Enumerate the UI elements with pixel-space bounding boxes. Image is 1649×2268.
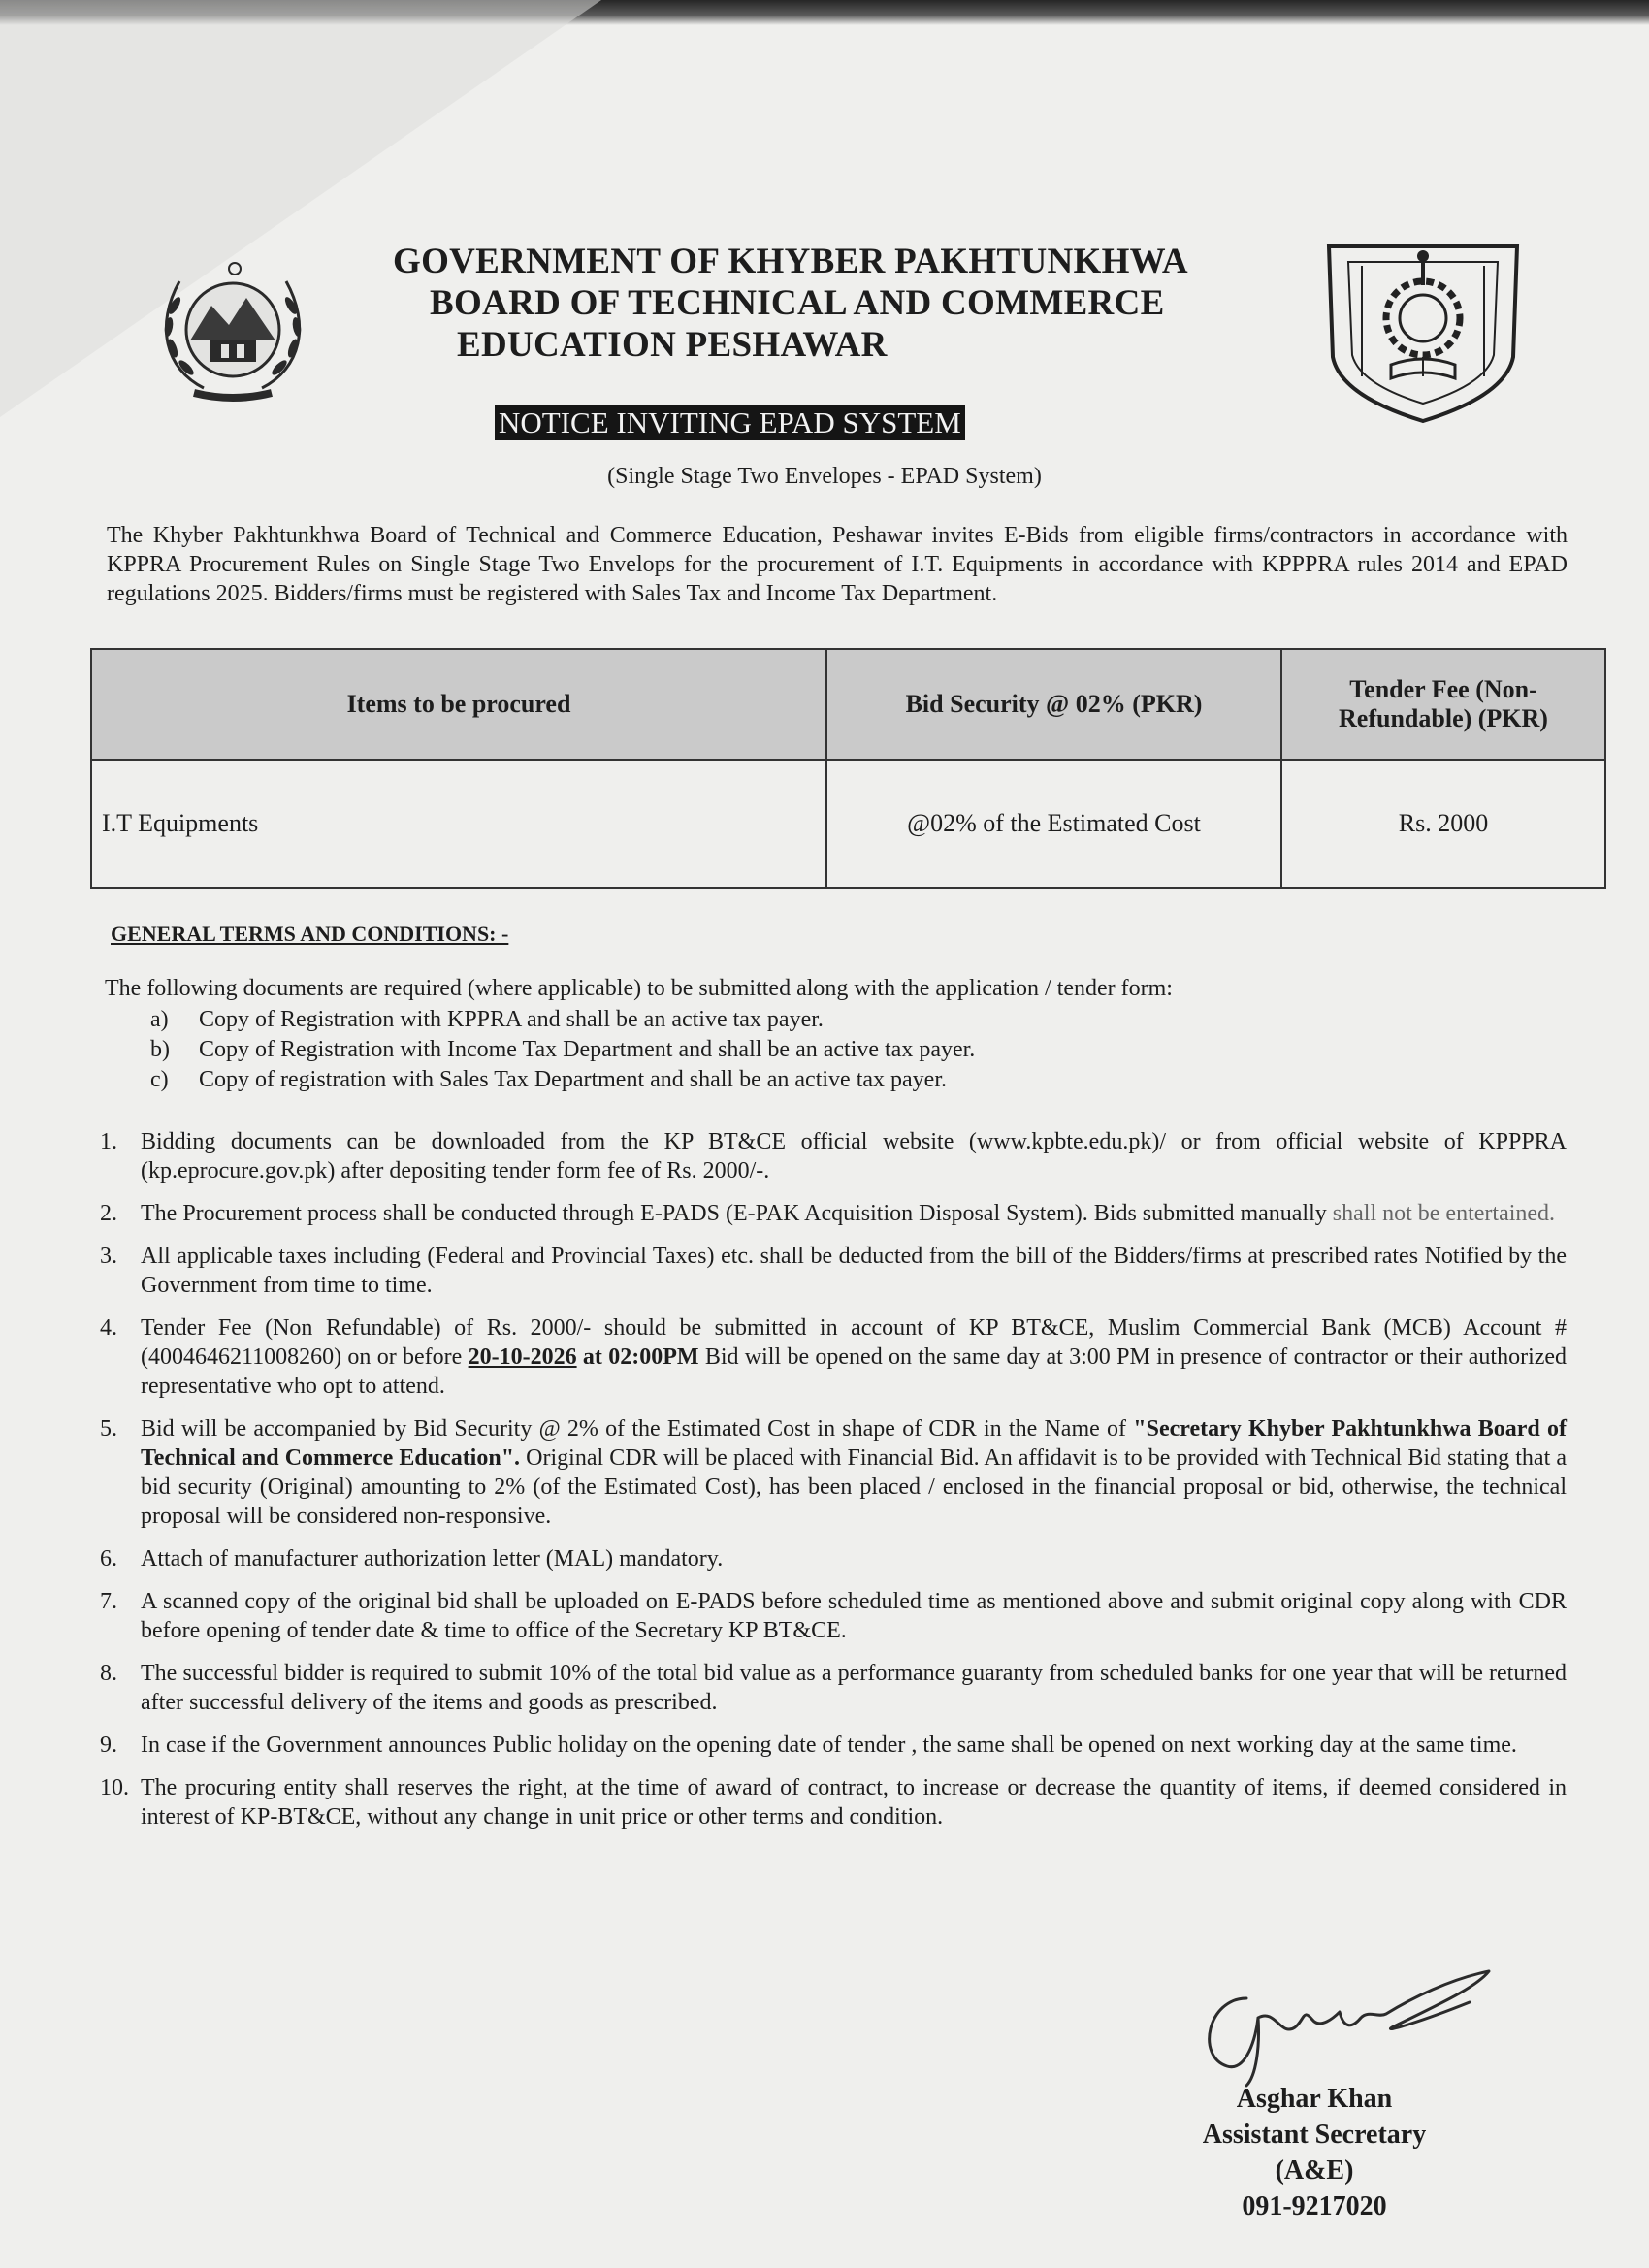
term-item-1	[100, 1127, 1567, 1185]
cell-tender-fee: Rs. 2000	[1281, 760, 1605, 888]
table-row	[91, 760, 1605, 888]
term-item-2	[100, 1199, 1567, 1228]
list-item-text: Copy of Registration with Income Tax Department and shall be an active tax payer.	[199, 1037, 976, 1062]
term-text: Tender Fee (Non Refundable) of Rs. 2000/- should be submitted in account of KP BT&CE, Muslim Commercial Bank (MCB) Account #(4004646211008260) on or before	[141, 1315, 1567, 1370]
term-item-7	[100, 1587, 1567, 1645]
term-item-8	[100, 1659, 1567, 1717]
header-line-government: GOVERNMENT OF KHYBER PAKHTUNKHWA	[393, 242, 1188, 281]
term-text: In case if the Government announces Public holiday on the opening date of tender , the same shall be opened on next working day at the same time.	[141, 1733, 1517, 1758]
term-number: 2.	[100, 1201, 117, 1226]
list-item	[150, 1065, 975, 1095]
signatory-block	[1164, 2081, 1465, 2224]
list-marker: b)	[150, 1037, 170, 1062]
signatory-section: (A&E)	[1275, 2155, 1354, 2186]
terms-list	[100, 1127, 1567, 1845]
opening-date: 20-10-2026	[468, 1345, 577, 1370]
list-marker: c)	[150, 1067, 169, 1092]
opening-time: at 02:00PM	[582, 1345, 699, 1370]
term-text: Bid will be opened on the same day at 3:00 PM in presence of contractor or their authorized representative who opt to attend.	[141, 1345, 1568, 1399]
term-text: The successful bidder is required to submit 10% of the total bid value as a performance guaranty from scheduled banks for one year that will be returned after successful delivery of the items and goods as prescribed.	[141, 1661, 1567, 1715]
term-text: The procuring entity shall reserves the right, at the time of award of contract, to increase or decrease the quantity of items, if deemed considered in interest of KP-BT&CE, without any change in unit price or other terms and condition.	[141, 1775, 1567, 1830]
board-crest-icon	[1321, 241, 1525, 425]
signatory-name: Asghar Khan	[1236, 2084, 1393, 2114]
term-text: Bid will be accompanied by Bid Security @ 2% of the Estimated Cost in shape of CDR in the Name of	[141, 1416, 1127, 1442]
term-text: A scanned copy of the original bid shall be uploaded on E-PADS before scheduled time as mentioned above and submit original copy along with CDR before opening of tender date & time to office of the Secretary KP BT&CE.	[141, 1589, 1567, 1643]
term-item-6	[100, 1544, 1567, 1573]
cdr-payee-name: "Secretary Khyber Pakhtunkhwa Board of Technical and Commerce Education".	[141, 1416, 1568, 1471]
term-text: All applicable taxes including (Federal and Provincial Taxes) etc. shall be deducted from the bill of the Bidders/firms at prescribed rates Notified by the Government from time to time.	[141, 1244, 1567, 1298]
cell-bid-security: @02% of the Estimated Cost	[826, 760, 1281, 888]
term-number: 8.	[100, 1661, 117, 1686]
term-number: 9.	[100, 1733, 117, 1758]
procurement-table	[90, 648, 1606, 889]
column-header-items: Items to be procured	[91, 649, 826, 760]
notice-intro-paragraph: The Khyber Pakhtunkhwa Board of Technical and Commerce Education, Peshawar invites E-Bids from eligible firms/contractors in accordance with KPPRA Procurement Rules on Single Stage Two Envelops for the procurement of I.T. Equipments in accordance with KPPPRA rules 2014 and EPAD regulations 2025. Bidders/firms must be registered with Sales Tax and Income Tax Department.	[107, 523, 1568, 606]
term-text-faint: shall not be entertained.	[1332, 1201, 1556, 1226]
handwritten-signature	[1188, 1960, 1508, 2090]
list-marker: a)	[150, 1007, 169, 1032]
notice-subtitle: (Single Stage Two Envelopes - EPAD System)	[607, 464, 1042, 489]
term-item-3	[100, 1242, 1567, 1300]
signatory-phone: 091-9217020	[1242, 2191, 1387, 2221]
list-item	[150, 1035, 975, 1065]
document-header	[393, 241, 1188, 366]
required-documents-list	[150, 1005, 975, 1095]
term-number: 10.	[100, 1775, 129, 1800]
term-number: 5.	[100, 1416, 117, 1442]
government-emblem-icon	[146, 247, 320, 403]
term-item-4	[100, 1313, 1567, 1401]
column-header-bid-security: Bid Security @ 02% (PKR)	[826, 649, 1281, 760]
term-number: 6.	[100, 1546, 117, 1571]
list-item	[150, 1005, 975, 1035]
terms-heading: GENERAL TERMS AND CONDITIONS: -	[111, 922, 509, 946]
term-item-10	[100, 1773, 1567, 1831]
header-line-board: BOARD OF TECHNICAL AND COMMERCE	[430, 283, 1165, 323]
term-number: 3.	[100, 1244, 117, 1269]
documents-intro: The following documents are required (where applicable) to be submitted along with the application / tender form:	[105, 976, 1173, 1001]
term-item-5	[100, 1414, 1567, 1531]
term-item-9	[100, 1731, 1567, 1760]
term-number: 7.	[100, 1589, 117, 1614]
list-item-text: Copy of registration with Sales Tax Department and shall be an active tax payer.	[199, 1067, 947, 1092]
cell-item: I.T Equipments	[91, 760, 826, 888]
term-text: Bidding documents can be downloaded from the KP BT&CE official website (www.kpbte.edu.pk)/ or from official website of KPPPRA (kp.eprocure.gov.pk) after depositing tender form fee of Rs. 2000/-.	[141, 1129, 1567, 1183]
term-number: 1.	[100, 1129, 117, 1154]
term-text: The Procurement process shall be conducted through E-PADS (E-PAK Acquisition Disposal System). Bids submitted manually	[141, 1201, 1327, 1226]
term-text: Original CDR will be placed with Financial Bid. An affidavit is to be provided with Technical Bid stating that a bid security (Original) amounting to 2% (of the Estimated Cost), has been placed / enclosed in the financial proposal or bid, otherwise, the technical proposal will be considered non-responsive.	[141, 1445, 1568, 1529]
term-text: Attach of manufacturer authorization letter (MAL) mandatory.	[141, 1546, 724, 1571]
table-header-row	[91, 649, 1605, 760]
notice-title: NOTICE INVITING EPAD SYSTEM	[495, 405, 965, 440]
term-number: 4.	[100, 1315, 117, 1341]
list-item-text: Copy of Registration with KPPRA and shall be an active tax payer.	[199, 1007, 824, 1032]
column-header-tender-fee: Tender Fee (Non-Refundable) (PKR)	[1281, 649, 1605, 760]
header-line-education: EDUCATION PESHAWAR	[457, 325, 888, 365]
signatory-designation: Assistant Secretary	[1202, 2120, 1427, 2150]
